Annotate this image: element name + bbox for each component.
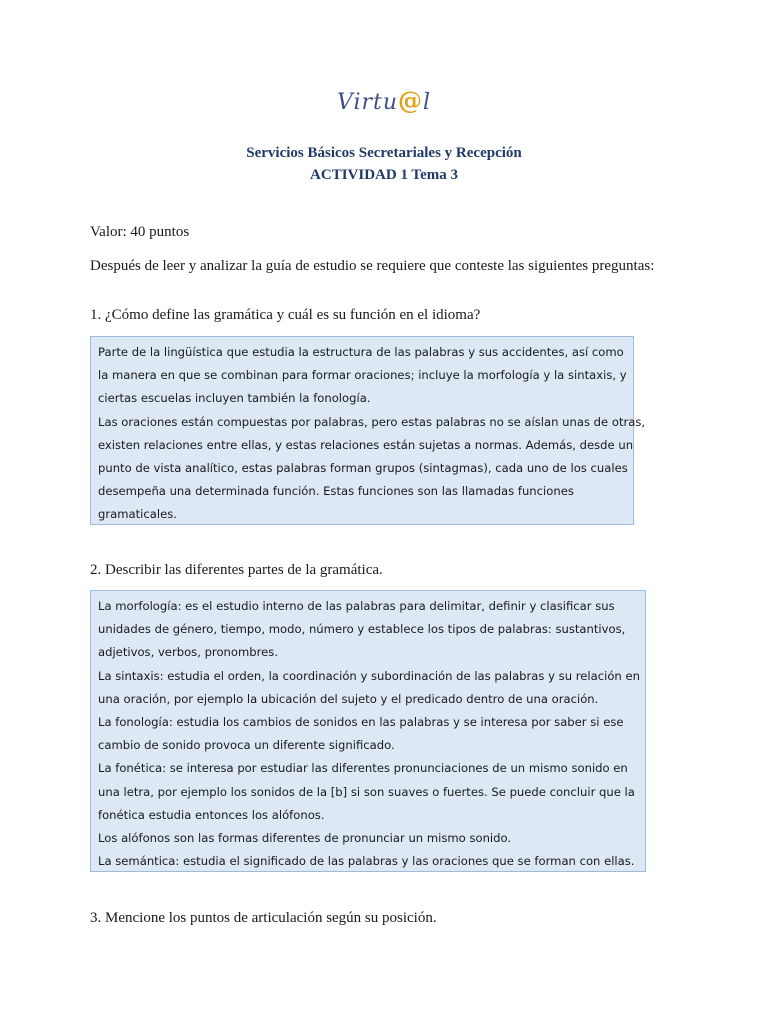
answer-line: Parte de la lingüística que estudia la estructura de las palabras y sus accidentes, así como [98,345,624,359]
answer-line: gramaticales. [98,507,177,522]
question-1: 1. ¿Cómo define las gramática y cuál es su función en el idioma? [90,307,481,323]
answer-line: la manera en que se combinan para formar oraciones; incluye la morfología y la sintaxis, y [98,368,627,383]
answer-line: una letra, por ejemplo los sonidos de la [b] si son suaves o fuertes. Se puede concluir que la [98,784,635,799]
answer-line: fonética estudia entonces los alófonos. [98,807,325,822]
answer-line: La sintaxis: estudia el orden, la coordinación y subordinación de las palabras y su relación en [98,668,640,683]
answer-line: La fonología: estudia los cambios de sonidos en las palabras y se interesa por saber si ese [98,715,624,730]
instructions-text: Después de leer y analizar la guía de estudio se requiere que conteste las siguientes preguntas: [90,258,655,274]
answer-line: ciertas escuelas incluyen también la fonología. [98,391,371,406]
virtual-logo [0,86,768,116]
answer-line: La fonética: se interesa por estudiar las diferentes pronunciaciones de un mismo sonido en [98,761,628,776]
answer-line: desempeña una determinada función. Estas funciones son las llamadas funciones [98,484,574,499]
question-2: 2. Describir las diferentes partes de la gramática. [90,562,383,578]
answer-line: La semántica: estudia el significado de las palabras y las oraciones que se forman con ellas. [98,854,635,869]
question-3: 3. Mencione los puntos de articulación según su posición. [90,910,437,926]
answer-line: Las oraciones están compuestas por palabras, pero estas palabras no se aíslan unas de otras, [98,414,646,429]
answer-line: una oración, por ejemplo la ubicación del sujeto y el predicado dentro de una oración. [98,691,599,706]
answer-line: La morfología: es el estudio interno de las palabras para delimitar, definir y clasificar sus [98,599,615,613]
logo-text: Virtu@l [336,86,432,115]
answer-1-box [90,336,646,525]
answer-line: Los alófonos son las formas diferentes de pronunciar un mismo sonido. [98,831,512,846]
activity-subtitle: ACTIVIDAD 1 Tema 3 [310,167,458,183]
answer-line: existen relaciones entre ellas, y estas relaciones están sujetas a normas. Además, desde un [98,437,634,452]
document-title: Servicios Básicos Secretariales y Recepción [246,145,522,161]
answer-line: adjetivos, verbos, pronombres. [98,645,279,660]
answer-2-box [90,590,646,872]
answer-line: unidades de género, tiempo, modo, número y establece los tipos de palabras: sustantivos, [98,622,626,637]
score-value: Valor: 40 puntos [90,224,190,240]
answer-line: cambio de sonido provoca un diferente significado. [98,738,395,753]
answer-line: punto de vista analítico, estas palabras forman grupos (sintagmas), cada uno de los cuales [98,461,628,476]
